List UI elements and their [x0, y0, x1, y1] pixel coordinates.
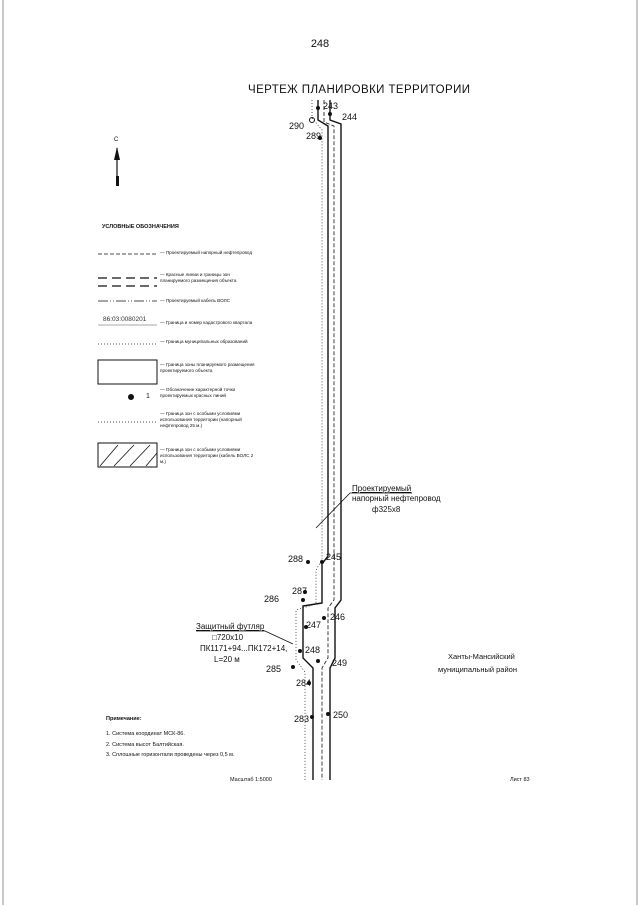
point-label-287: 287 — [292, 586, 308, 596]
legend-item-municipal: — Граница муниципальных образований — [160, 339, 248, 344]
point-label-244: 244 — [342, 112, 358, 122]
notes-item-1: 1. Система координат МСК-86. — [106, 731, 185, 737]
legend-cadastral-number: 86:03:0080201 — [103, 316, 147, 323]
region-label-line1: Ханты-Мансийский — [448, 652, 515, 661]
point-label-285: 285 — [266, 664, 282, 674]
legend-symbol-zone — [98, 360, 157, 384]
pipeline-label-type: напорный нефтепровод — [352, 494, 441, 503]
north-arrow-icon — [114, 147, 120, 186]
legend-item-point: — Обозначение характерной точки проектируемых красных линий — [160, 387, 236, 398]
point-label-247: 247 — [306, 620, 322, 630]
page-number: 248 — [310, 38, 330, 50]
region-label-line2: муниципальный район — [438, 665, 517, 674]
legend-point-number: 1 — [146, 393, 150, 400]
point-label-284: 284 — [296, 678, 312, 688]
legend-item-zone: — Граница зоны планируемого размещения проектируемого объекта — [160, 362, 255, 373]
legend-item-cable: — Проектируемый кабель ВОЛС — [160, 298, 230, 303]
north-letter: С — [114, 137, 119, 143]
point-label-286: 286 — [264, 594, 280, 604]
legend-symbol-point — [128, 394, 134, 400]
point-label-288: 288 — [288, 554, 304, 564]
legend-item-pipeline: — Проектируемый напорный нефтепровод — [160, 250, 253, 255]
sheet-label: Лист 83 — [510, 777, 530, 783]
point-label-250: 250 — [333, 710, 349, 720]
point-label-248: 248 — [305, 645, 321, 655]
notes-item-3: 3. Сплошные горизонтали проведены через 0,5 м. — [106, 752, 235, 758]
pipeline-label-name: Проектируемый — [352, 484, 412, 493]
legend-item-special-zone-cable: — Граница зон с особыми условиями использования территории (кабель ВОЛС 2 м.) — [160, 447, 254, 464]
legend-item-special-zone-pipe: — Граница зон с особыми условиями использования территории (напорный нефтепровод 25 м.) — [160, 411, 242, 428]
pipeline-label-size: ф325х8 — [372, 505, 401, 514]
casing-label-name: Защитный футляр — [196, 622, 265, 631]
point-label-243: 243 — [323, 101, 339, 111]
point-label-245: 245 — [326, 552, 342, 562]
point-label-246: 246 — [330, 612, 346, 622]
scale-label: Масштаб 1:5000 — [230, 777, 272, 783]
legend-item-cadastral: — Граница и номер кадастрового квартала — [160, 320, 253, 325]
casing-label-size: □720х10 — [212, 633, 244, 642]
notes-item-2: 2. Система высот Балтийская. — [106, 742, 184, 748]
drawing-title: ЧЕРТЕЖ ПЛАНИРОВКИ ТЕРРИТОРИИ — [248, 84, 471, 96]
point-label-289: 289 — [306, 131, 322, 141]
point-label-283: 283 — [294, 714, 310, 724]
casing-label-length: L=20 м — [214, 655, 240, 664]
point-label-249: 249 — [332, 658, 348, 668]
notes-title: Примечание: — [106, 716, 142, 722]
casing-label-stations: ПК1171+94...ПК172+14, — [200, 644, 288, 653]
point-label-290: 290 — [289, 121, 305, 131]
legend-item-red-lines: — Красные линии и границы зон планируемого размещения объекта — [160, 272, 237, 283]
legend-title: УСЛОВНЫЕ ОБОЗНАЧЕНИЯ — [102, 224, 179, 230]
